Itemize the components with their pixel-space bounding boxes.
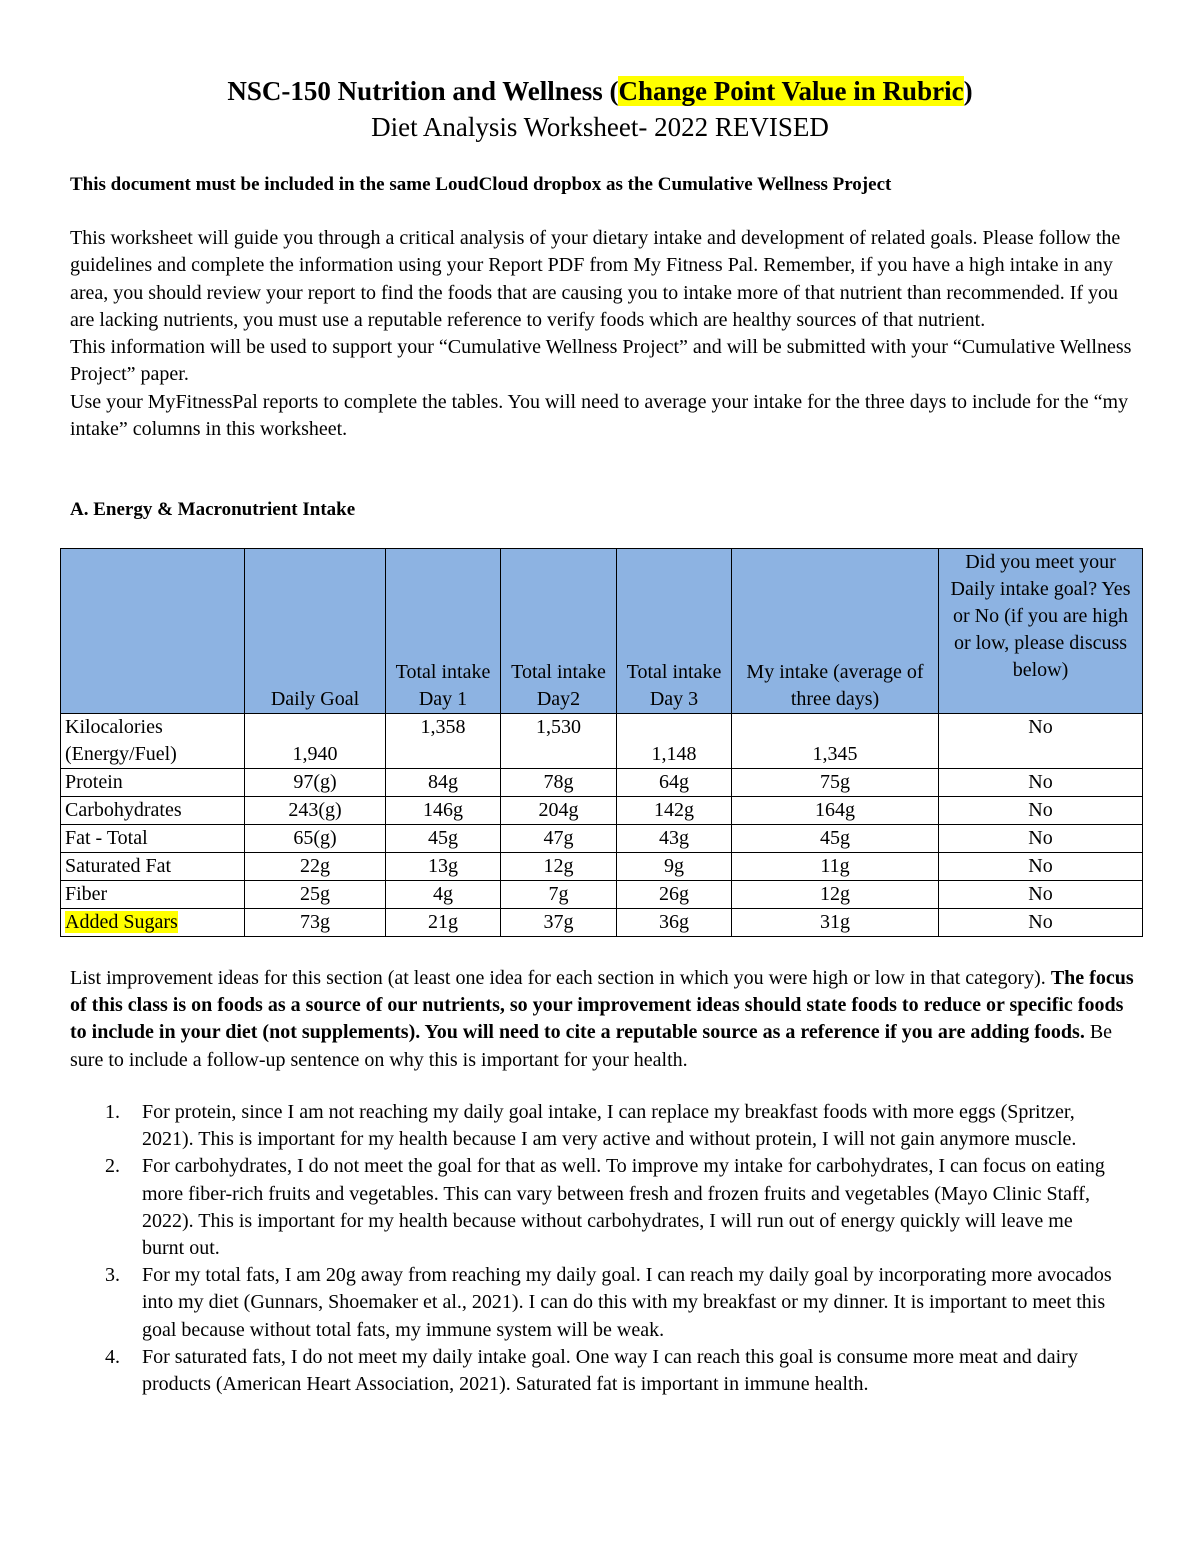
table-row [61, 881, 1143, 909]
improvement-list [70, 1099, 1115, 1398]
macronutrient-table [60, 548, 1143, 937]
cell-avg: 31g [732, 909, 939, 937]
cell-day1: 84g [386, 769, 501, 797]
cell-day1: 146g [386, 797, 501, 825]
cell-day2: 7g [501, 881, 617, 909]
cell-day1: 4g [386, 881, 501, 909]
cell-met: No [939, 853, 1143, 881]
cell-met: No [939, 769, 1143, 797]
kcal-met: No [939, 714, 1143, 769]
cell-met: No [939, 909, 1143, 937]
list-item: 1. For protein, since I am not reaching my daily goal intake, I can replace my breakfast foods with more eggs (Spritzer, 2021). This is important for my health because I am very active and without protein, I will not gain anymore muscle. [105, 1101, 1077, 1151]
cell-goal: 73g [245, 909, 386, 937]
section-a-heading: A. Energy & Macronutrient Intake [70, 499, 356, 520]
header-day1: Total intake Day 1 [386, 549, 501, 714]
header-day2: Total intake Day2 [501, 549, 617, 714]
document-title: NSC-150 Nutrition and Wellness (Change Point Value in Rubric) [227, 76, 973, 106]
header-nutrient [61, 549, 245, 714]
cell-met: No [939, 797, 1143, 825]
row-name: Fat - Total [61, 825, 245, 853]
row-name-highlighted: Added Sugars [61, 909, 245, 937]
intro-paragraph-1: This worksheet will guide you through a critical analysis of your dietary intake and development of related goals. Please follow the guidelines and complete the information using your Report PDF from My Fitness Pal. Remember, if you have a high intake in any area, you should review your report to find the foods that are causing you to intake more of that nutrient than recommended. If you are lacking nutrients, you must use a reputable reference to verify foods which are healthy sources of that nutrient. [70, 227, 1121, 331]
intro-text [70, 225, 1145, 443]
cell-day3: 9g [617, 853, 732, 881]
cell-met: No [939, 825, 1143, 853]
cell-avg: 75g [732, 769, 939, 797]
table-row [61, 769, 1143, 797]
cell-avg: 12g [732, 881, 939, 909]
row-name: Saturated Fat [61, 853, 245, 881]
cell-day1: 45g [386, 825, 501, 853]
cell-day3: 36g [617, 909, 732, 937]
intro-paragraph-3: Use your MyFitnessPal reports to complete the tables. You will need to average your intake for the three days to include for the “my intake” columns in this worksheet. [70, 390, 1129, 441]
cell-avg: 45g [732, 825, 939, 853]
row-name: Fiber [61, 881, 245, 909]
list-item: 2. For carbohydrates, I do not meet the goal for that as well. To improve my intake for carbohydrates, I can focus on eating more fiber-rich fruits and vegetables. This can vary between fresh and frozen fruits and vegetables (Mayo Clinic Staff, 2022). This is important for my health because without carbohydrates, I will run out of energy quickly will leave me burnt out. [105, 1155, 1105, 1260]
cell-goal: 97(g) [245, 769, 386, 797]
cell-day1: 13g [386, 853, 501, 881]
cell-goal: 22g [245, 853, 386, 881]
kcal-goal: 1,940 [245, 714, 386, 769]
row-name: Protein [61, 769, 245, 797]
intro-paragraph-2: This information will be used to support your “Cumulative Wellness Project” and will be submitted with your “Cumulative Wellness Project” paper. [70, 336, 1132, 386]
cell-day2: 12g [501, 853, 617, 881]
cell-day2: 37g [501, 909, 617, 937]
table-row [61, 909, 1143, 937]
header-goal-met: Did you meet your Daily intake goal? Yes or No (if you are high or low, please discuss below) [939, 549, 1143, 714]
kcal-avg: 1,345 [732, 714, 939, 769]
kcal-day3: 1,148 [617, 714, 732, 769]
kcal-day1: 1,358 [386, 714, 501, 769]
cell-day3: 26g [617, 881, 732, 909]
dropbox-notice: This document must be included in the same LoudCloud dropbox as the Cumulative Wellness Project [70, 174, 892, 195]
header-my-intake: My intake (average of three days) [732, 549, 939, 714]
table-row [61, 825, 1143, 853]
cell-avg: 11g [732, 853, 939, 881]
cell-goal: 25g [245, 881, 386, 909]
cell-day2: 78g [501, 769, 617, 797]
header-daily-goal: Daily Goal [245, 549, 386, 714]
cell-day3: 64g [617, 769, 732, 797]
document-subtitle: Diet Analysis Worksheet- 2022 REVISED [371, 112, 829, 142]
row-name: Carbohydrates [61, 797, 245, 825]
improvement-instructions: List improvement ideas for this section (at least one idea for each section in which you were high or low in that category). The focus of this class is on foods as a source of our nutrients, so your improvement ideas should state foods to reduce or specific foods to include in your diet (not supplements). You will need to cite a reputable source as a reference if you are adding foods. Be sure to include a follow-up sentence on why this is important for your health. [70, 967, 1134, 1071]
header-day3: Total intake Day 3 [617, 549, 732, 714]
cell-day3: 43g [617, 825, 732, 853]
cell-met: No [939, 881, 1143, 909]
table-row [61, 797, 1143, 825]
table-row [61, 853, 1143, 881]
cell-day2: 47g [501, 825, 617, 853]
cell-day3: 142g [617, 797, 732, 825]
cell-goal: 243(g) [245, 797, 386, 825]
list-item: 3. For my total fats, I am 20g away from reaching my daily goal. I can reach my daily goal by incorporating more avocados into my diet (Gunnars, Shoemaker et al., 2021). I can do this with my breakfast or my dinner. It is important to meet this goal because without total fats, my immune system will be weak. [105, 1264, 1112, 1341]
cell-avg: 164g [732, 797, 939, 825]
table-header-row [61, 549, 1143, 714]
row-name-kilocalories: Kilocalories (Energy/Fuel) [61, 714, 245, 769]
cell-goal: 65(g) [245, 825, 386, 853]
title-highlight: Change Point Value in Rubric [618, 76, 964, 106]
kcal-day2: 1,530 [501, 714, 617, 769]
cell-day2: 204g [501, 797, 617, 825]
cell-day1: 21g [386, 909, 501, 937]
list-item: 4. For saturated fats, I do not meet my daily intake goal. One way I can reach this goal is consume more meat and dairy products (American Heart Association, 2021). Saturated fat is important in immune health. [105, 1345, 1078, 1396]
table-row [61, 714, 1143, 769]
